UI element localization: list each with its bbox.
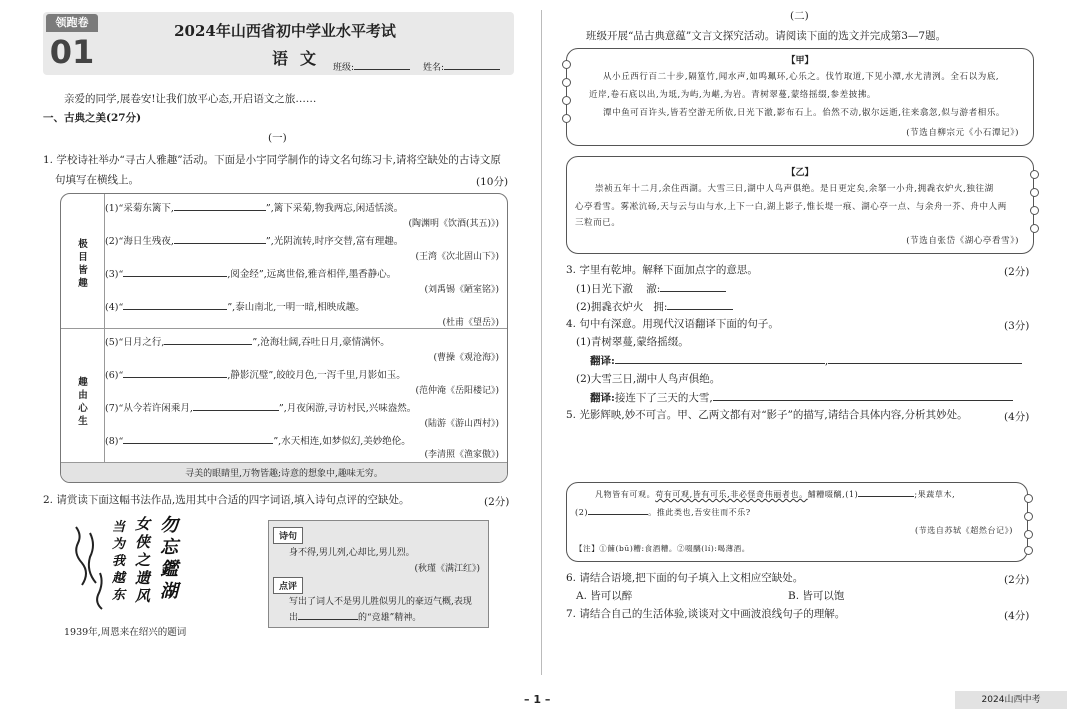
q4-item2: (2)大雪三日,湖中人鸟声俱绝。 <box>576 373 721 385</box>
q5-score: (4分) <box>1004 411 1030 423</box>
q7-score: (4分) <box>1004 610 1030 622</box>
intro-text: 亲爱的同学,展卷安!让我们放平心态,开启语文之旅…… <box>64 93 317 105</box>
excerpt-line: (2) 。推此类也,吾安往而不乐? <box>575 505 751 521</box>
class-label: 班级: <box>333 63 355 73</box>
excerpt-source: (节选自柳宗元《小石潭记》) <box>906 128 1019 138</box>
poem-source: (刘禹锡《陋室铭》) <box>424 285 499 295</box>
q4-text: 4. 句中有深意。用现代汉语翻译下面的句子。 <box>566 318 779 330</box>
excerpt-label: 【甲】 <box>786 56 814 66</box>
comment-line1: 写出了词人不是男儿胜似男儿的豪迈气概,表现 <box>289 597 472 607</box>
excerpt-line: 三粒而已。 <box>575 218 621 228</box>
binder-ring-icon <box>1024 530 1033 539</box>
poem-source: (秋瑾《满江红》) <box>414 564 480 574</box>
comment-tag: 点评 <box>273 577 303 594</box>
poem-row-6: (6)“ ,静影沉璧”,皎皎月色,一泻千里,月影如玉。 <box>105 366 406 381</box>
group-label-1: 极 目 皆 趣 <box>78 239 88 289</box>
q4-item1: (1)青树翠蔓,蒙络摇缀。 <box>576 336 689 348</box>
binder-ring-icon <box>1030 206 1039 215</box>
poem-row-7: (7)“从今若许闲乘月, ”,月夜闲游,寻访村民,兴味盎然。 <box>105 399 416 414</box>
poem-row-3: (3)“ ,阅金经”,远离世俗,雅音相伴,墨香静心。 <box>105 265 396 280</box>
q4-translation-2: 翻译:接连下了三天的大雪, <box>590 389 1013 406</box>
q6-score: (2分) <box>1004 574 1030 586</box>
table-footer-motto: 寻美的眼睛里,万物皆趣;诗意的想象中,趣味无穷。 <box>61 462 507 483</box>
bing-answer-blank-1[interactable] <box>858 487 914 497</box>
calligraphy-caption: 1939年,周恩来在绍兴的题词 <box>64 627 187 638</box>
column-divider <box>541 10 542 675</box>
q3-item2: (2)拥毳衣炉火 拥: <box>576 298 733 315</box>
answer-blank-8[interactable] <box>123 432 273 444</box>
q2-text: 2. 请赏读下面这幅书法作品,选用其中合适的四字词语,填入诗句点评的空缺处。 <box>43 494 410 506</box>
table-divider <box>61 328 507 329</box>
excerpt-source: (节选自苏轼《超然台记》) <box>914 526 1013 535</box>
binder-ring-icon <box>1030 224 1039 233</box>
section2-intro: 班级开展“品古典意蕴”文言文探究活动。请阅读下面的选文并完成第3—7题。 <box>586 30 947 42</box>
badge-label: 领跑卷 <box>46 14 98 32</box>
binder-ring-icon <box>1024 512 1033 521</box>
answer-blank-3[interactable] <box>123 265 227 277</box>
poem-source: (李清照《渔家傲》) <box>424 450 499 460</box>
q4-answer-blank-2[interactable] <box>713 389 1013 401</box>
footer-badge: 2024山西中考 <box>955 691 1067 709</box>
poem-row-4: (4)“ ”,泰山南北,一明一暗,相映成趣。 <box>105 298 365 313</box>
binder-ring-icon <box>1024 494 1033 503</box>
section-heading: 一、古典之美(27分) <box>43 112 142 124</box>
answer-blank-4[interactable] <box>123 298 227 310</box>
excerpt-source: (节选自张岱《湖心亭看雪》) <box>906 236 1019 246</box>
calligraphy-column: 女 侠 之 遗 风 <box>135 515 151 605</box>
q1-text-line2: 句填写在横线上。 <box>55 174 139 186</box>
poem-line: 身不得,男儿列,心却比,男儿烈。 <box>289 548 415 558</box>
excerpt-line: 近岸,卷石底以出,为坻,为屿,为嵁,为岩。青树翠蔓,蒙络摇缀,参差披拂。 <box>589 90 877 100</box>
name-label: 姓名: <box>423 63 445 73</box>
q4-translation-1: 翻译: , <box>590 352 1022 369</box>
q3-text: 3. 字里有乾坤。解释下面加点字的意思。 <box>566 264 758 276</box>
binder-ring-icon <box>1030 170 1039 179</box>
excerpt-line: 凡物皆有可观。苟有可观,皆有可乐,非必怪奇伟丽者也。餔糟啜醨,(1) ;果蔬草木, <box>595 487 955 503</box>
subject-title: 语文 <box>271 49 328 68</box>
poem-card-table <box>60 193 508 483</box>
q4-answer-blank-1a[interactable] <box>615 352 825 364</box>
poem-source: (陶渊明《饮酒(其五)》) <box>408 219 499 229</box>
q3-item1: (1)日光下澈 澈: <box>576 280 726 297</box>
q3-answer-blank-1[interactable] <box>660 280 726 292</box>
poem-source: (杜甫《望岳》) <box>442 318 499 328</box>
answer-blank-2[interactable] <box>174 232 266 244</box>
poem-row-2: (2)“海日生残夜, ”,光阴流转,时序交替,富有理趣。 <box>105 232 403 247</box>
binder-ring-icon <box>562 96 571 105</box>
q3-score: (2分) <box>1004 266 1030 278</box>
poem-source: (王湾《次北固山下》) <box>415 252 499 262</box>
q6-option-b[interactable]: B. 皆可以饱 <box>788 590 845 602</box>
page-number: – 1 – <box>524 693 551 706</box>
poem-source: (陆游《游山西村》) <box>424 419 499 429</box>
q1-text-line1: 1. 学校诗社举办“寻古人雅趣”活动。下面是小宇同学制作的诗文名句练习卡,请将空缺处的古诗文原 <box>43 154 501 166</box>
class-field[interactable] <box>333 58 410 73</box>
comment-answer-blank[interactable] <box>298 610 358 620</box>
q1-score: (10分) <box>476 176 509 188</box>
bing-answer-blank-2[interactable] <box>588 505 648 515</box>
poem-row-8: (8)“ ”,水天相连,如梦似幻,美妙绝伦。 <box>105 432 411 447</box>
poem-source: (范仲淹《岳阳楼记》) <box>415 386 499 396</box>
part-label: (二) <box>790 10 809 22</box>
part-label: (一) <box>268 132 287 144</box>
poem-row-5: (5)“日月之行, ”,沧海壮阔,吞吐日月,豪情满怀。 <box>105 333 390 348</box>
name-field[interactable] <box>423 58 500 73</box>
binder-ring-icon <box>562 60 571 69</box>
poem-tag: 诗句 <box>273 527 303 544</box>
excerpt-line: 从小丘西行百二十步,隔篁竹,闻水声,如鸣珮环,心乐之。伐竹取道,下见小潭,水尤清洌。全石以为底, <box>603 72 1000 82</box>
excerpt-line: 崇祯五年十二月,余住西湖。大雪三日,湖中人鸟声俱绝。是日更定矣,余拏一小舟,拥毳衣炉火,独往湖 <box>595 184 994 194</box>
q2-score: (2分) <box>484 496 510 508</box>
answer-blank-7[interactable] <box>193 399 279 411</box>
q4-answer-blank-1b[interactable] <box>828 352 1022 364</box>
q4-score: (3分) <box>1004 320 1030 332</box>
excerpt-yi <box>566 156 1034 254</box>
calligraphy-signature-icon <box>68 523 110 613</box>
poem-source: (曹操《观沧海》) <box>433 353 499 363</box>
binder-ring-icon <box>562 114 571 123</box>
excerpt-jia <box>566 48 1034 146</box>
badge-number: 01 <box>49 33 95 71</box>
answer-blank-5[interactable] <box>164 333 252 345</box>
poem-comment-box <box>268 520 489 628</box>
answer-blank-6[interactable] <box>123 366 227 378</box>
binder-ring-icon <box>1024 546 1033 555</box>
q5-text: 5. 光影辉映,妙不可言。甲、乙两文都有对“影子”的描写,请结合具体内容,分析其妙处。 <box>566 409 968 421</box>
excerpt-bing <box>566 482 1028 562</box>
binder-ring-icon <box>1030 188 1039 197</box>
comment-line2: 出 的“竞雄”精神。 <box>289 610 421 623</box>
excerpt-label: 【乙】 <box>786 168 814 178</box>
binder-ring-icon <box>562 78 571 87</box>
answer-blank-1[interactable] <box>174 199 266 211</box>
exam-badge <box>46 14 98 72</box>
q7-text: 7. 请结合自己的生活体验,谈谈对文中画波浪线句子的理解。 <box>566 608 846 620</box>
calligraphy-column: 勿 忘 鑑 湖 <box>160 515 178 602</box>
excerpt-line: 心亭看雪。雾凇沆砀,天与云与山与水,上下一白,湖上影子,惟长堤一痕、湖心亭一点、与余舟一芥、舟中人两 <box>575 202 1007 212</box>
q6-text: 6. 请结合语境,把下面的句子填入上文相应空缺处。 <box>566 572 804 584</box>
exam-title: 2024年山西省初中学业水平考试 <box>174 22 396 40</box>
calligraphy-column: 当 为 我 越 东 <box>112 520 126 603</box>
excerpt-line: 潭中鱼可百许头,皆若空游无所依,日光下澈,影布石上。佁然不动,俶尔远逝,往来翕忽,似与游者相乐。 <box>603 108 1006 118</box>
q6-option-a[interactable]: A. 皆可以醉 <box>576 590 633 602</box>
group-label-2: 趣 由 心 生 <box>78 377 88 427</box>
excerpt-note: 【注】①餔(bū)糟:食酒糟。②啜醨(lí):喝薄酒。 <box>575 544 750 553</box>
calligraphy-image <box>68 515 183 620</box>
q3-answer-blank-2[interactable] <box>667 298 733 310</box>
poem-row-1: (1)“采菊东篱下, ”,篱下采菊,物我两忘,闲适恬淡。 <box>105 199 403 214</box>
